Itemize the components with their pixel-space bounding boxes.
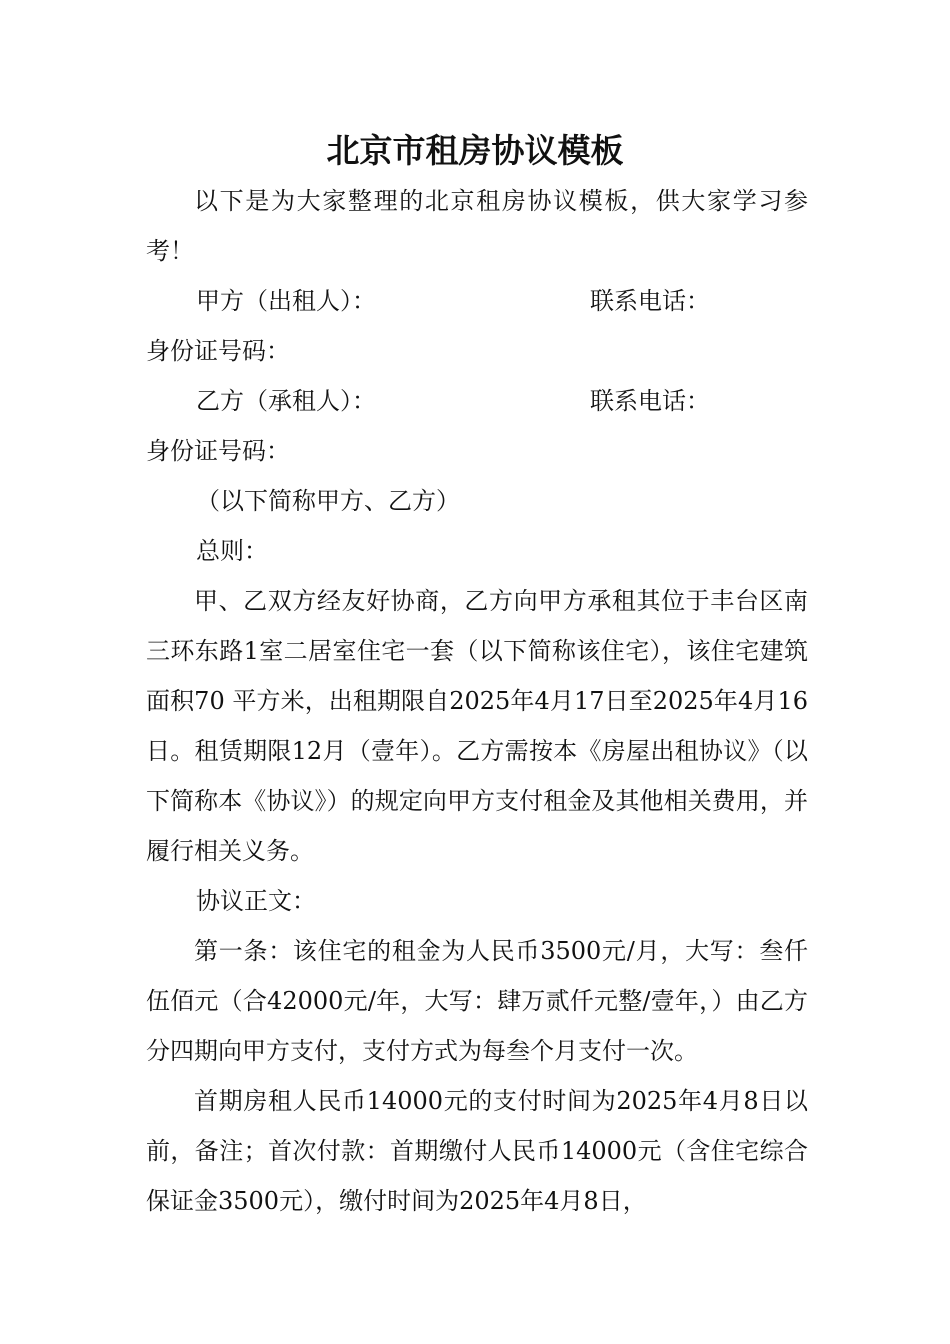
party-b-label: 乙方（承租人）： (196, 387, 376, 415)
document-title: 北京市租房协议模板 (326, 131, 624, 170)
intro-paragraph: 以下是为大家整理的北京租房协议模板，供大家学习参考！ (146, 187, 808, 265)
general-paragraph: 甲、乙双方经友好协商，乙方向甲方承租其位于丰台区南三环东路1室二居室住宅一套（以下简称该住宅），该住宅建筑面积70 平方米，出租期限自2025年4月17日至2025年4月16日。租赁期限12月（壹年）。乙方需按本《房屋出租协议》（以下简称本《协议》）的规定向甲方支付租金及其他相关费用，并履行相关义务。 (146, 587, 808, 865)
party-a-label: 甲方（出租人）： (196, 287, 376, 315)
first-payment-paragraph: 首期房租人民币14000元的支付时间为2025年4月8日以前，备注；首次付款：首期缴付人民币14000元（含住宅综合保证金3500元），缴付时间为2025年4月8日， (146, 1087, 808, 1215)
party-a-phone-label: 联系电话： (590, 287, 710, 315)
party-b-id-label: 身份证号码： (146, 437, 290, 465)
party-b-phone-label: 联系电话： (590, 387, 710, 415)
party-a-id-label: 身份证号码： (146, 337, 290, 365)
short-names-note: （以下简称甲方、乙方） (196, 487, 460, 515)
body-heading: 协议正文： (196, 887, 316, 915)
general-heading: 总则： (196, 537, 268, 565)
article-1-paragraph: 第一条：该住宅的租金为人民币3500元/月，大写：叁仟伍佰元（合42000元/年，大写：肆万贰仟元整/壹年，）由乙方分四期向甲方支付，支付方式为每叁个月支付一次。 (146, 937, 808, 1065)
